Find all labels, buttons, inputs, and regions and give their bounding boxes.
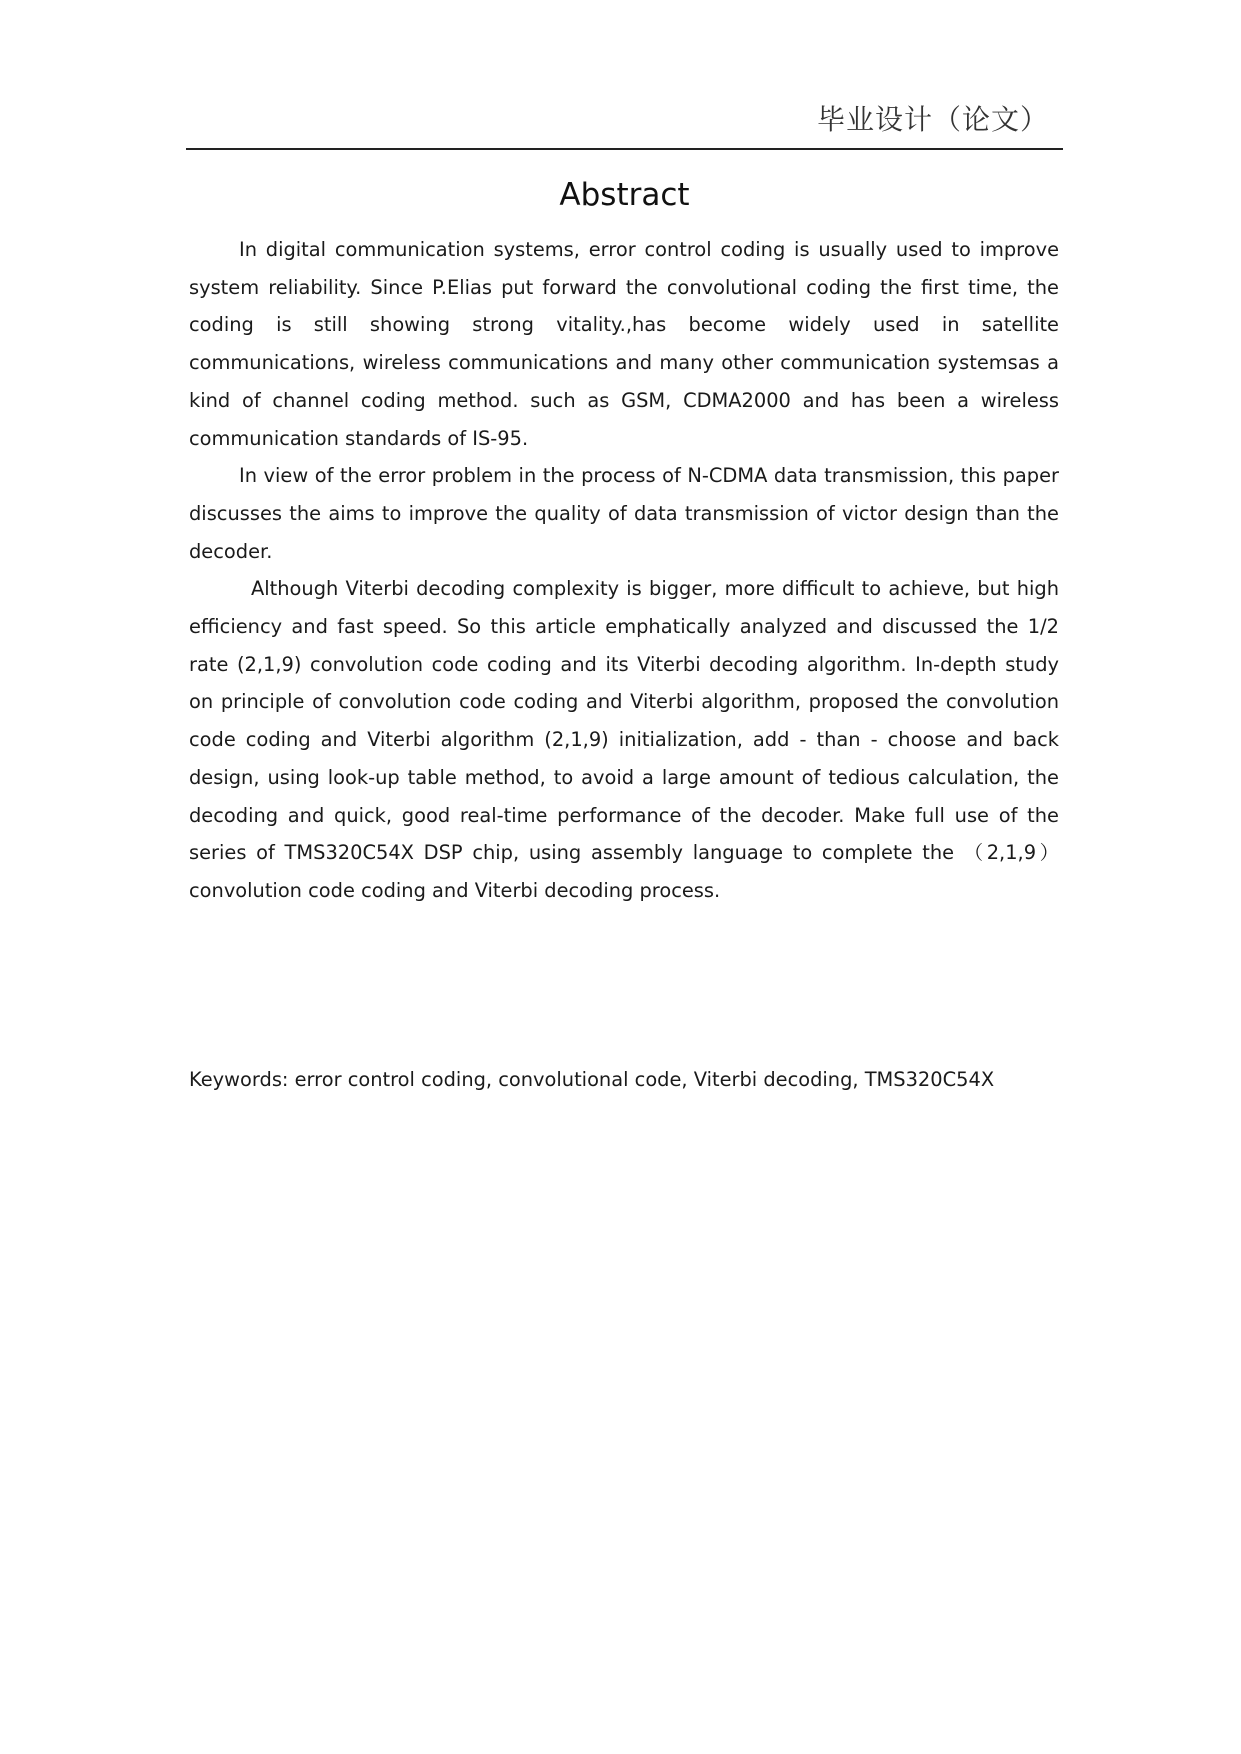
abstract-body: [189, 231, 1059, 910]
header-title: 毕业设计（论文）: [816, 103, 1049, 136]
abstract-paragraph-2: In view of the error problem in the process of N-CDMA data transmission, this paper discusses the aims to improve the quality of data transmission of victor design than the decoder.: [189, 464, 1059, 563]
abstract-paragraph-3: Although Viterbi decoding complexity is bigger, more difficult to achieve, but high efficiency and fast speed. So this article emphatically analyzed and discussed the 1/2 rate (2,1,9) convolution code coding and its Viterbi decoding algorithm. In-depth study on principle of convolution code coding and Viterbi algorithm, proposed the convolution code coding and Viterbi algorithm (2,1,9) initialization, add - than - choose and back design, using look-up table method, to avoid a large amount of tedious calculation, the decoding and quick, good real-time performance of the decoder. Make full use of the series of TMS320C54X DSP chip, using assembly language to complete the （2,1,9） convolution code coding and Viterbi decoding process.: [189, 577, 1059, 902]
abstract-heading: Abstract: [559, 177, 690, 213]
page-header: [186, 100, 1063, 150]
keywords-line: Keywords: error control coding, convolutional code, Viterbi decoding, TMS320C54X: [189, 1068, 995, 1091]
abstract-paragraph-1: In digital communication systems, error control coding is usually used to improve system reliability. Since P.Elias put forward the convolutional coding the first time, the coding is still showing strong vitality.,has become widely used in satellite communications, wireless communications and many other communication systemsas a kind of channel coding method. such as GSM, CDMA2000 and has been a wireless communication standards of IS-95.: [189, 238, 1059, 450]
